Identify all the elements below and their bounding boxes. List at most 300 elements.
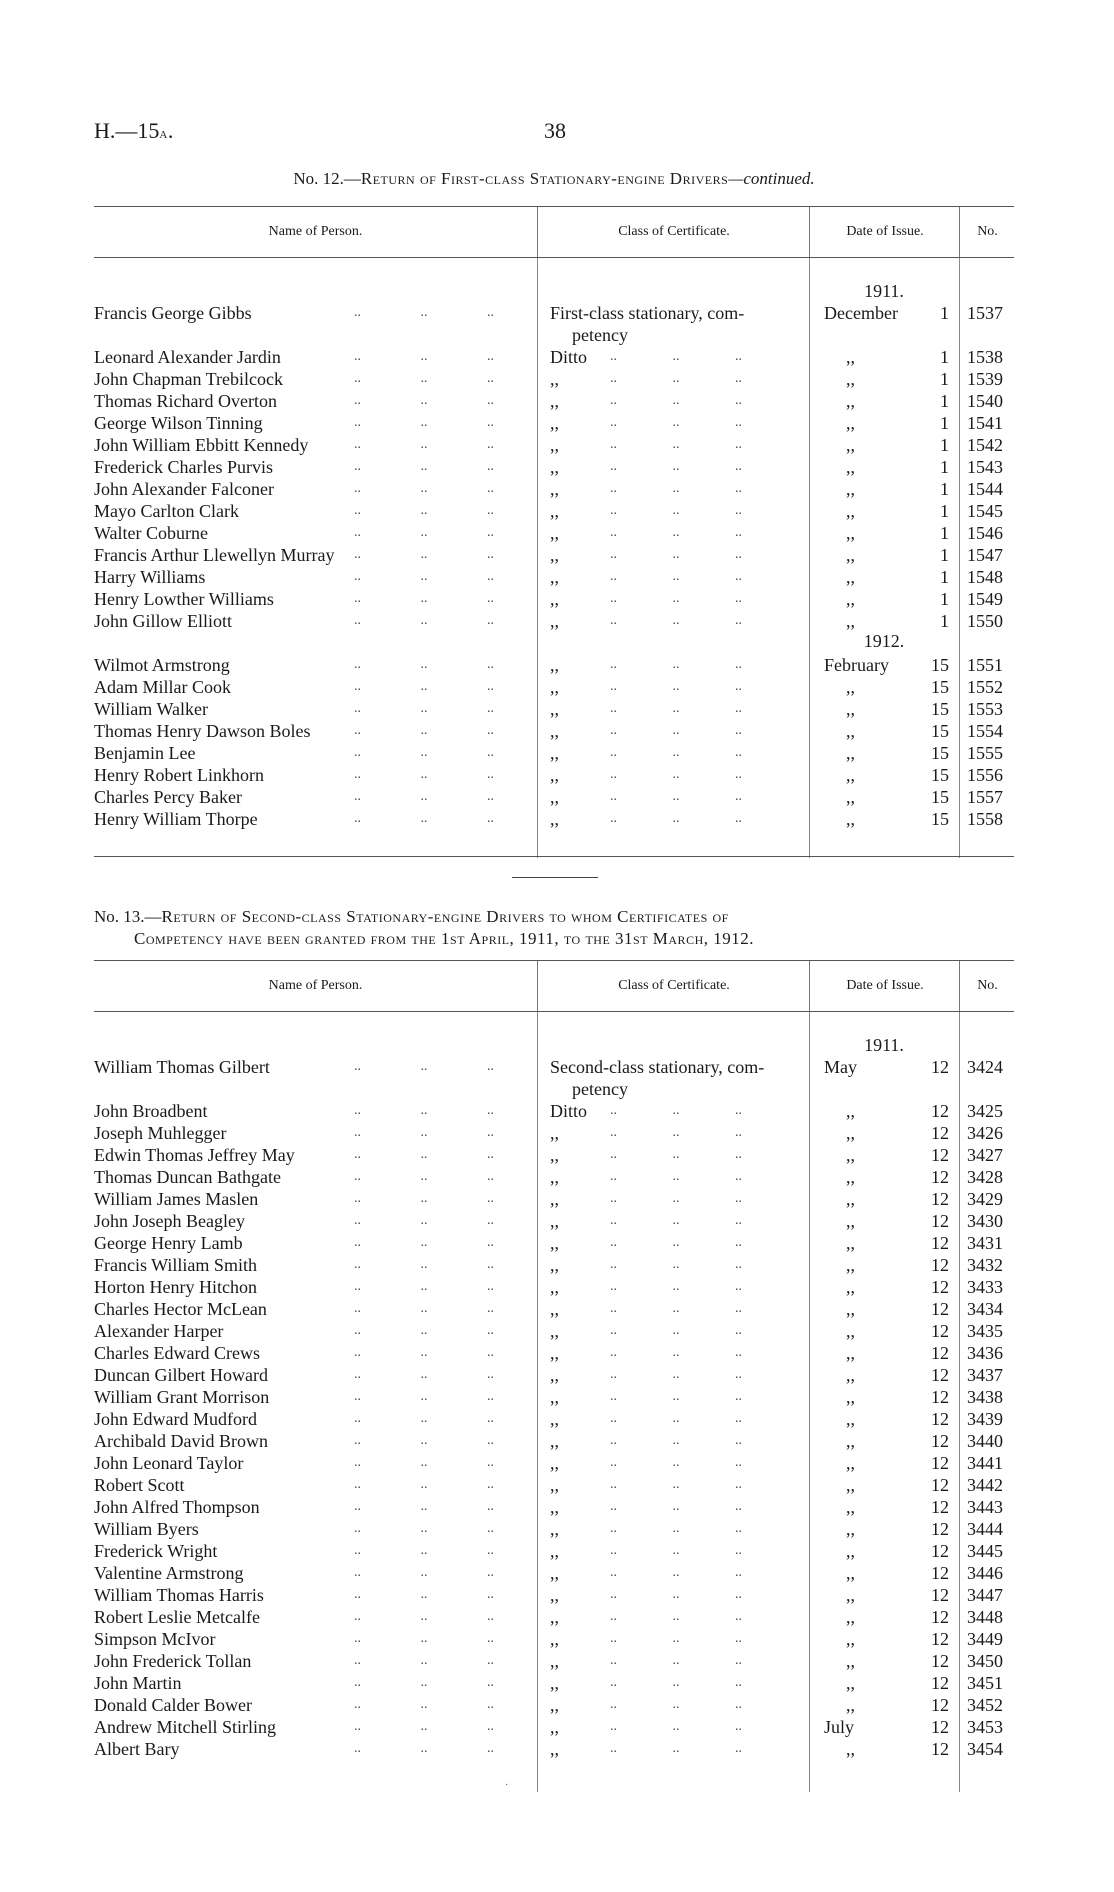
certificate-class: .. .. .. ,, xyxy=(550,391,742,411)
table-row xyxy=(94,302,1014,345)
table-row xyxy=(94,1540,1014,1562)
issue-day: 12 xyxy=(931,1497,949,1517)
table-row xyxy=(94,742,1014,764)
table-12-body xyxy=(94,258,1014,858)
person-name: .. .. .. Duncan Gilbert Howard xyxy=(94,1365,494,1385)
table-row xyxy=(94,1408,1014,1430)
table-row xyxy=(94,1694,1014,1716)
table-13 xyxy=(94,960,1014,1792)
issue-day: 12 xyxy=(931,1431,949,1451)
issue-month: ,, xyxy=(846,1343,855,1363)
person-name: .. .. .. John Edward Mudford xyxy=(94,1409,494,1429)
person-name: .. .. .. Charles Hector McLean xyxy=(94,1299,494,1319)
issue-day: 1 xyxy=(940,479,949,499)
certificate-class: .. .. .. ,, xyxy=(550,1409,742,1429)
person-name: .. .. .. Francis Arthur Llewellyn Murray xyxy=(94,545,494,565)
table-row xyxy=(94,368,1014,390)
person-name: .. .. .. John Frederick Tollan xyxy=(94,1651,494,1671)
issue-month: ,, xyxy=(846,1387,855,1407)
certificate-number: 3441 xyxy=(967,1453,1003,1473)
table-13-header xyxy=(94,960,1014,1012)
certificate-number: 3431 xyxy=(967,1233,1003,1253)
table-row xyxy=(94,676,1014,698)
table-row xyxy=(94,1188,1014,1210)
certificate-number: 3427 xyxy=(967,1145,1003,1165)
issue-day: 1 xyxy=(940,611,949,631)
column-header-class: Class of Certificate. xyxy=(537,207,810,257)
table-row xyxy=(94,1496,1014,1518)
person-name: .. .. .. Robert Leslie Metcalfe xyxy=(94,1607,494,1627)
certificate-number: 1549 xyxy=(967,589,1003,609)
issue-day: 15 xyxy=(931,809,949,829)
certificate-number: 1538 xyxy=(967,347,1003,367)
person-name: .. .. .. Thomas Richard Overton xyxy=(94,391,494,411)
table-row xyxy=(94,786,1014,808)
column-header-name: Name of Person. xyxy=(268,224,363,239)
table-row xyxy=(94,1100,1014,1122)
issue-day: 12 xyxy=(931,1651,949,1671)
certificate-number: 3424 xyxy=(967,1057,1003,1077)
certificate-number: 1550 xyxy=(967,611,1003,631)
issue-day: 1 xyxy=(940,303,949,323)
table-row xyxy=(94,1562,1014,1584)
certificate-class: .. .. .. ,, xyxy=(550,1343,742,1363)
certificate-number: 3450 xyxy=(967,1651,1003,1671)
person-name: .. .. .. John Joseph Beagley xyxy=(94,1211,494,1231)
person-name: .. .. .. George Wilson Tinning xyxy=(94,413,494,433)
table-row xyxy=(94,1232,1014,1254)
person-name: .. .. .. Horton Henry Hitchon xyxy=(94,1277,494,1297)
certificate-class: .. .. .. ,, xyxy=(550,1629,742,1649)
certificate-number: 1541 xyxy=(967,413,1003,433)
year-label: 1911. xyxy=(864,1035,904,1055)
certificate-class: .. .. .. ,, xyxy=(550,611,742,631)
person-name: .. .. .. Francis George Gibbs xyxy=(94,303,494,323)
issue-month: ,, xyxy=(846,1321,855,1341)
certificate-number: 3434 xyxy=(967,1299,1003,1319)
table-12 xyxy=(94,206,1014,858)
issue-day: 12 xyxy=(931,1057,949,1077)
issue-month: ,, xyxy=(846,1695,855,1715)
certificate-number: 1539 xyxy=(967,369,1003,389)
issue-month: ,, xyxy=(846,1497,855,1517)
certificate-class: .. .. .. ,, xyxy=(550,1673,742,1693)
certificate-class: .. .. .. ,, xyxy=(550,545,742,565)
certificate-number: 3432 xyxy=(967,1255,1003,1275)
issue-month: ,, xyxy=(846,1365,855,1385)
person-name: .. .. .. Mayo Carlton Clark xyxy=(94,501,494,521)
issue-month: ,, xyxy=(846,787,855,807)
table-row xyxy=(94,1342,1014,1364)
issue-month: ,, xyxy=(846,567,855,587)
issue-day: 1 xyxy=(940,347,949,367)
issue-day: 12 xyxy=(931,1343,949,1363)
table-row xyxy=(94,1122,1014,1144)
certificate-number: 3436 xyxy=(967,1343,1003,1363)
issue-month: ,, xyxy=(846,1607,855,1627)
person-name: .. .. .. Andrew Mitchell Stirling xyxy=(94,1717,494,1737)
issue-day: 12 xyxy=(931,1541,949,1561)
issue-day: 12 xyxy=(931,1101,949,1121)
issue-day: 1 xyxy=(940,545,949,565)
column-header-class: Class of Certificate. xyxy=(537,961,810,1011)
certificate-number: 3439 xyxy=(967,1409,1003,1429)
document-reference: H.—15a. xyxy=(94,118,174,143)
certificate-number: 1545 xyxy=(967,501,1003,521)
table-row xyxy=(94,588,1014,610)
table-row xyxy=(94,412,1014,434)
certificate-number: 3426 xyxy=(967,1123,1003,1143)
person-name: .. .. .. John Gillow Elliott xyxy=(94,611,494,631)
column-header-name: Name of Person. xyxy=(268,978,363,993)
certificate-class: .. .. .. ,, xyxy=(550,699,742,719)
certificate-class: .. .. .. ,, xyxy=(550,1497,742,1517)
issue-day: 1 xyxy=(940,523,949,543)
table-row xyxy=(94,1364,1014,1386)
issue-month: ,, xyxy=(846,479,855,499)
person-name: .. .. .. Donald Calder Bower xyxy=(94,1695,494,1715)
issue-day: 15 xyxy=(931,765,949,785)
certificate-number: 3429 xyxy=(967,1189,1003,1209)
issue-month: ,, xyxy=(846,743,855,763)
certificate-number: 1553 xyxy=(967,699,1003,719)
person-name: .. .. .. John Alfred Thompson xyxy=(94,1497,494,1517)
person-name: .. .. .. Benjamin Lee xyxy=(94,743,494,763)
issue-month: ,, xyxy=(846,1475,855,1495)
person-name: .. .. .. William Thomas Gilbert xyxy=(94,1057,494,1077)
certificate-number: 3442 xyxy=(967,1475,1003,1495)
certificate-number: 3454 xyxy=(967,1739,1003,1759)
table-row xyxy=(94,1452,1014,1474)
issue-month: ,, xyxy=(846,699,855,719)
person-name: .. .. .. Thomas Henry Dawson Boles xyxy=(94,721,494,741)
issue-day: 12 xyxy=(931,1475,949,1495)
issue-month: ,, xyxy=(846,1673,855,1693)
issue-day: 1 xyxy=(940,369,949,389)
table-row xyxy=(94,500,1014,522)
issue-month: ,, xyxy=(846,1211,855,1231)
table-row xyxy=(94,566,1014,588)
table-12-header xyxy=(94,206,1014,258)
certificate-class: First-class stationary, com- petency xyxy=(550,303,745,345)
table-13-body xyxy=(94,1012,1014,1792)
certificate-class: .. .. .. ,, xyxy=(550,413,742,433)
table-row xyxy=(94,1672,1014,1694)
certificate-number: 1546 xyxy=(967,523,1003,543)
issue-day: 12 xyxy=(931,1255,949,1275)
certificate-class: .. .. .. ,, xyxy=(550,1211,742,1231)
certificate-class: .. .. .. ,, xyxy=(550,1233,742,1253)
certificate-number: 3448 xyxy=(967,1607,1003,1627)
issue-day: 15 xyxy=(931,699,949,719)
person-name: .. .. .. John Leonard Taylor xyxy=(94,1453,494,1473)
issue-month: ,, xyxy=(846,523,855,543)
certificate-class: .. .. .. ,, xyxy=(550,479,742,499)
certificate-class: .. .. .. ,, xyxy=(550,655,742,675)
person-name: .. .. .. Henry Robert Linkhorn xyxy=(94,765,494,785)
issue-month: ,, xyxy=(846,765,855,785)
person-name: .. .. .. John Chapman Trebilcock xyxy=(94,369,494,389)
issue-day: 12 xyxy=(931,1145,949,1165)
issue-month: December xyxy=(824,303,898,323)
issue-day: 12 xyxy=(931,1211,949,1231)
person-name: .. .. .. Robert Scott xyxy=(94,1475,494,1495)
certificate-class: .. .. .. ,, xyxy=(550,1387,742,1407)
issue-day: 12 xyxy=(931,1321,949,1341)
certificate-class: .. .. .. ,, xyxy=(550,1651,742,1671)
column-header-no: No. xyxy=(959,207,1015,257)
person-name: .. .. .. Valentine Armstrong xyxy=(94,1563,494,1583)
person-name: .. .. .. William Grant Morrison xyxy=(94,1387,494,1407)
issue-month: ,, xyxy=(846,1189,855,1209)
table-row xyxy=(94,654,1014,676)
certificate-number: 1552 xyxy=(967,677,1003,697)
issue-day: 12 xyxy=(931,1409,949,1429)
table-row xyxy=(94,1056,1014,1099)
certificate-number: 1540 xyxy=(967,391,1003,411)
certificate-class: .. .. .. ,, xyxy=(550,457,742,477)
certificate-class: .. .. .. ,, xyxy=(550,1299,742,1319)
person-name: .. .. .. Frederick Wright xyxy=(94,1541,494,1561)
certificate-class: .. .. .. ,, xyxy=(550,721,742,741)
issue-day: 12 xyxy=(931,1123,949,1143)
certificate-class: .. .. .. Ditto xyxy=(550,1101,742,1121)
table-row xyxy=(94,1716,1014,1738)
certificate-class: .. .. .. ,, xyxy=(550,1563,742,1583)
table-row xyxy=(94,1430,1014,1452)
issue-day: 12 xyxy=(931,1277,949,1297)
table-row xyxy=(94,1298,1014,1320)
table-row xyxy=(94,544,1014,566)
issue-day: 12 xyxy=(931,1607,949,1627)
certificate-number: 1537 xyxy=(967,303,1003,323)
person-name: .. .. .. Henry William Thorpe xyxy=(94,809,494,829)
table-row xyxy=(94,1628,1014,1650)
certificate-number: 1555 xyxy=(967,743,1003,763)
issue-month: ,, xyxy=(846,1585,855,1605)
certificate-number: 3447 xyxy=(967,1585,1003,1605)
issue-day: 1 xyxy=(940,435,949,455)
certificate-class: .. .. .. ,, xyxy=(550,1519,742,1539)
person-name: .. .. .. William Thomas Harris xyxy=(94,1585,494,1605)
certificate-class: .. .. .. ,, xyxy=(550,435,742,455)
issue-month: ,, xyxy=(846,611,855,631)
issue-day: 12 xyxy=(931,1167,949,1187)
issue-month: ,, xyxy=(846,1629,855,1649)
person-name: .. .. .. John Martin xyxy=(94,1673,494,1693)
issue-month: May xyxy=(824,1057,857,1077)
issue-day: 1 xyxy=(940,413,949,433)
issue-month: February xyxy=(824,655,889,675)
issue-day: 12 xyxy=(931,1673,949,1693)
person-name: .. .. .. Edwin Thomas Jeffrey May xyxy=(94,1145,494,1165)
issue-day: 15 xyxy=(931,677,949,697)
person-name: .. .. .. George Henry Lamb xyxy=(94,1233,494,1253)
certificate-class: .. .. .. ,, xyxy=(550,589,742,609)
certificate-class: .. .. .. ,, xyxy=(550,1431,742,1451)
table-row xyxy=(94,1166,1014,1188)
certificate-number: 3445 xyxy=(967,1541,1003,1561)
person-name: .. .. .. Thomas Duncan Bathgate xyxy=(94,1167,494,1187)
certificate-number: 3451 xyxy=(967,1673,1003,1693)
issue-day: 12 xyxy=(931,1629,949,1649)
certificate-number: 3449 xyxy=(967,1629,1003,1649)
section-divider xyxy=(512,877,598,878)
issue-month: ,, xyxy=(846,1739,855,1759)
year-label: 1911. xyxy=(864,281,904,301)
table-12-bottom-rule xyxy=(94,856,1014,857)
certificate-number: 3438 xyxy=(967,1387,1003,1407)
certificate-class: .. .. .. ,, xyxy=(550,743,742,763)
issue-day: 12 xyxy=(931,1299,949,1319)
issue-day: 15 xyxy=(931,743,949,763)
issue-day: 12 xyxy=(931,1233,949,1253)
certificate-number: 3452 xyxy=(967,1695,1003,1715)
certificate-class: .. .. .. ,, xyxy=(550,369,742,389)
certificate-number: 3444 xyxy=(967,1519,1003,1539)
certificate-number: 1544 xyxy=(967,479,1003,499)
table-row xyxy=(94,390,1014,412)
table-row xyxy=(94,764,1014,786)
issue-month: ,, xyxy=(846,457,855,477)
certificate-number: 1542 xyxy=(967,435,1003,455)
issue-month: ,, xyxy=(846,1101,855,1121)
issue-month: ,, xyxy=(846,391,855,411)
certificate-class: .. .. .. ,, xyxy=(550,765,742,785)
issue-month: July xyxy=(824,1717,855,1737)
issue-month: ,, xyxy=(846,1255,855,1275)
issue-month: ,, xyxy=(846,1453,855,1473)
issue-month: ,, xyxy=(846,347,855,367)
table-row xyxy=(94,1276,1014,1298)
person-name: .. .. .. Simpson McIvor xyxy=(94,1629,494,1649)
person-name: .. .. .. Adam Millar Cook xyxy=(94,677,494,697)
issue-month: ,, xyxy=(846,1519,855,1539)
person-name: .. .. .. Charles Edward Crews xyxy=(94,1343,494,1363)
person-name: .. .. .. William Byers xyxy=(94,1519,494,1539)
table-row xyxy=(94,1474,1014,1496)
certificate-class: .. .. .. ,, xyxy=(550,809,742,829)
issue-month: ,, xyxy=(846,1541,855,1561)
issue-day: 1 xyxy=(940,589,949,609)
certificate-class: .. .. .. ,, xyxy=(550,1189,742,1209)
issue-month: ,, xyxy=(846,677,855,697)
certificate-class: .. .. .. ,, xyxy=(550,787,742,807)
table-row xyxy=(94,434,1014,456)
year-label: 1912. xyxy=(863,631,905,651)
issue-day: 12 xyxy=(931,1695,949,1715)
issue-month: ,, xyxy=(846,1651,855,1671)
person-name: .. .. .. Henry Lowther Williams xyxy=(94,589,494,609)
table-row xyxy=(94,1144,1014,1166)
certificate-number: 1548 xyxy=(967,567,1003,587)
issue-day: 12 xyxy=(931,1739,949,1759)
person-name: .. .. .. Walter Coburne xyxy=(94,523,494,543)
page-number: 38 xyxy=(544,118,566,143)
table-13-title: No. 13.—Return of Second-class Stationary-engine Drivers to whom Certificates of Competency have been granted from the 1st April, 1911, to the 31st March, 1912. xyxy=(94,907,754,948)
page-mark: · xyxy=(505,1780,509,1791)
certificate-class: Second-class stationary, com- petency xyxy=(550,1057,765,1099)
issue-day: 12 xyxy=(931,1519,949,1539)
issue-day: 1 xyxy=(940,501,949,521)
certificate-class: .. .. .. ,, xyxy=(550,523,742,543)
person-name: .. .. .. Albert Bary xyxy=(94,1739,494,1759)
person-name: .. .. .. Archibald David Brown xyxy=(94,1431,494,1451)
table-row xyxy=(94,1320,1014,1342)
person-name: .. .. .. Wilmot Armstrong xyxy=(94,655,494,675)
issue-month: ,, xyxy=(846,1277,855,1297)
column-header-no: No. xyxy=(959,961,1015,1011)
issue-day: 15 xyxy=(931,655,949,675)
issue-month: ,, xyxy=(846,413,855,433)
table-row xyxy=(94,1518,1014,1540)
table-row xyxy=(94,1650,1014,1672)
issue-day: 15 xyxy=(931,787,949,807)
issue-day: 12 xyxy=(931,1387,949,1407)
issue-month: ,, xyxy=(846,1167,855,1187)
table-row xyxy=(94,1606,1014,1628)
certificate-number: 1551 xyxy=(967,655,1003,675)
issue-month: ,, xyxy=(846,501,855,521)
person-name: .. .. .. Joseph Muhlegger xyxy=(94,1123,494,1143)
certificate-class: .. .. .. ,, xyxy=(550,1739,742,1759)
issue-day: 1 xyxy=(940,457,949,477)
certificate-class: .. .. .. ,, xyxy=(550,1717,742,1737)
certificate-class: .. .. .. ,, xyxy=(550,501,742,521)
issue-day: 12 xyxy=(931,1189,949,1209)
table-row xyxy=(94,610,1014,632)
issue-month: ,, xyxy=(846,589,855,609)
table-row xyxy=(94,522,1014,544)
certificate-class: .. .. .. ,, xyxy=(550,1255,742,1275)
certificate-number: 3428 xyxy=(967,1167,1003,1187)
certificate-number: 1554 xyxy=(967,721,1003,741)
certificate-class: .. .. .. ,, xyxy=(550,1167,742,1187)
table-12-title: No. 12.—Return of First-class Stationary-engine Drivers—continued. xyxy=(293,169,815,188)
issue-day: 12 xyxy=(931,1365,949,1385)
certificate-number: 1556 xyxy=(967,765,1003,785)
issue-month: ,, xyxy=(846,1233,855,1253)
certificate-class: .. .. .. ,, xyxy=(550,1145,742,1165)
column-header-date: Date of Issue. xyxy=(809,961,960,1011)
page-header xyxy=(94,118,1020,148)
issue-month: ,, xyxy=(846,1299,855,1319)
person-name: .. .. .. Harry Williams xyxy=(94,567,494,587)
issue-day: 12 xyxy=(931,1585,949,1605)
certificate-number: 1558 xyxy=(967,809,1003,829)
table-row xyxy=(94,1386,1014,1408)
certificate-class: .. .. .. ,, xyxy=(550,1541,742,1561)
certificate-number: 3435 xyxy=(967,1321,1003,1341)
person-name: .. .. .. William Walker xyxy=(94,699,494,719)
certificate-class: .. .. .. Ditto xyxy=(550,347,742,367)
certificate-class: .. .. .. ,, xyxy=(550,1695,742,1715)
certificate-number: 3453 xyxy=(967,1717,1003,1737)
issue-day: 12 xyxy=(931,1453,949,1473)
certificate-number: 1547 xyxy=(967,545,1003,565)
table-row xyxy=(94,1584,1014,1606)
issue-month: ,, xyxy=(846,721,855,741)
person-name: .. .. .. Frederick Charles Purvis xyxy=(94,457,494,477)
column-header-date: Date of Issue. xyxy=(809,207,960,257)
certificate-number: 3433 xyxy=(967,1277,1003,1297)
certificate-class: .. .. .. ,, xyxy=(550,677,742,697)
issue-day: 1 xyxy=(940,391,949,411)
certificate-number: 3425 xyxy=(967,1101,1003,1121)
issue-month: ,, xyxy=(846,809,855,829)
certificate-class: .. .. .. ,, xyxy=(550,1585,742,1605)
certificate-class: .. .. .. ,, xyxy=(550,567,742,587)
